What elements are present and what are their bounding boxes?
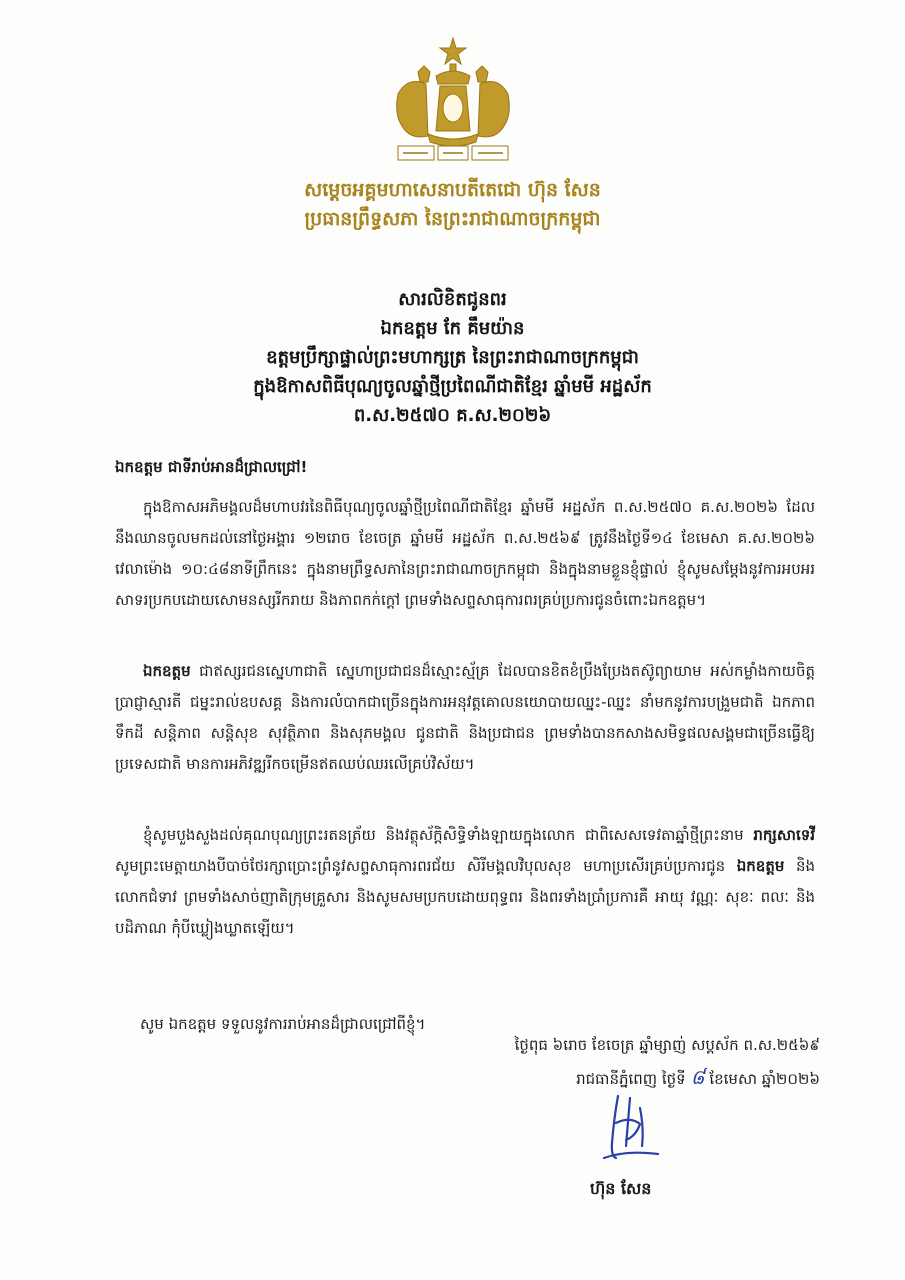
paragraph-3 [115,820,815,944]
occasion-line: ក្នុងឱកាសពិធីបុណ្យចូលឆ្នាំថ្មីប្រពៃណីជាតិខ្មែរ ឆ្នាំមមី អដ្ឋស័ក [253,376,652,397]
closing-line: សូម ឯកឧត្តម ទទួលនូវការរាប់អានដ៏ជ្រាលជ្រៅពីខ្ញុំ។ [140,1015,426,1033]
paragraph-3-part-a: ខ្ញុំសូមបួងសួងដល់គុណបុណ្យព្រះរតនត្រ័យ និងវត្ថុស័ក្តិសិទ្ធិទាំងឡាយក្នុងលោក ជាពិសេសទេវតាឆ្នាំថ្មីព្រះនាម [143,826,754,844]
year-line: ព.ស.២៥៧០ គ.ស.២០២៦ [353,405,552,426]
royal-coat-of-arms-icon [388,36,518,168]
paragraph-2 [115,656,815,780]
paragraph-3-goddess: រាក្សសាទេវី [753,826,815,844]
paragraph-2-text: ជាឥស្សរជនស្នេហាជាតិ ស្នេហាប្រជាជនដ៏ស្មោះស្ម័គ្រ ដែលបានខិតខំប្រឹងប្រែងតស៊ូព្យាយាម អស់កម្លាំងកាយចិត្ត ប្រាជ្ញាស្មារតី ជម្នះរាល់ឧបសគ្គ និងការលំបាកជាច្រើនក្នុងការអនុវត្តគោលនយោបាយឈ្នះ-ឈ្នះ នាំមកនូវការបង្រួមជាតិ ឯកភាពទឹកដី សន្តិភាព សន្តិសុខ សុវត្ថិភាព និងសុភមង្គល ជូនជាតិ និងប្រជាជន ព្រមទាំងបានកសាងសមិទ្ធផលសង្គមជាច្រើនធ្វើឱ្យប្រទេសជាតិ មានការអភិវឌ្ឍរីកចម្រើនឥតឈប់ឈរលើគ្រប់វិស័យ។ [115,662,815,773]
place-date-suffix: ខែមេសា ឆ្នាំ២០២៦ [709,1070,820,1088]
letter-title: សារលិខិតជូនពរ [398,289,507,310]
place-date-prefix: រាជធានីភ្នំពេញ ថ្ងៃទី [576,1070,686,1088]
recipient-name: ឯកឧត្តម កែ គឹមយ៉ាន [380,318,525,339]
salutation: ឯកឧត្តម ជាទីរាប់អានដ៏ជ្រាលជ្រៅ! [115,458,308,476]
handwritten-signature-icon [596,1088,666,1168]
signer-name: ហ៊ុន សែន [590,1179,652,1198]
header-position: ប្រធានព្រឹទ្ធសភា នៃព្រះរាជាណាចក្រកម្ពុជា [304,208,601,230]
paragraph-2-lead: ឯកឧត្តម [143,662,191,680]
paragraph-1: ក្នុងឱកាសអភិមង្គលដ៏មហាបវរនៃពិធីបុណ្យចូលឆ្នាំថ្មីប្រពៃណីជាតិខ្មែរ ឆ្នាំមមី អដ្ឋស័ក ព.ស.២៥៧០ គ.ស.២០២៦ ដែលនឹងឈានចូលមកដល់នៅថ្ងៃអង្គារ ១២រោច ខែចេត្រ ឆ្នាំមមី អដ្ឋស័ក ព.ស.២៥៦៩ ត្រូវនឹងថ្ងៃទី១៤ ខែមេសា គ.ស.២០២៦ វេលាម៉ោង ១០:៤៨នាទីព្រឹកនេះ ក្នុងនាមព្រឹទ្ធសភានៃព្រះរាជាណាចក្រកម្ពុជា និងក្នុងនាមខ្លួនខ្ញុំផ្ទាល់ ខ្ញុំសូមសម្ដែងនូវការអបអរសាទរប្រកបដោយសោមនស្សរីករាយ និងភាពកក់ក្ដៅ ព្រមទាំងសព្ទសាធុការពរគ្រប់ប្រការជូនចំពោះឯកឧត្តម។ [115,498,815,609]
lunar-date: ថ្ងៃពុធ ៦រោច ខែចេត្រ ឆ្នាំម្សាញ់ សប្តស័ក ព.ស.២៥៦៩ [514,1036,820,1054]
header-name: សម្ដេចអគ្គមហាសេនាបតីតេជោ ហ៊ុន សែន [304,179,601,201]
paragraph-3-part-c: និងលោកជំទាវ ព្រមទាំងសាច់ញាតិក្រុមគ្រួសារ និងសូមសមប្រកបដោយពុទ្ធពរ និងពរទាំងប្រាំប្រការគឺ អាយុ វណ្ណៈ សុខៈ ពលៈ និងបដិភាណ កុំបីឃ្លៀងឃ្លាតឡើយ។ [115,857,815,937]
paragraph-3-part-b: សូមព្រះមេត្តាយាងបីបាច់ថែរក្សាប្រោះព្រំនូវសព្ទសាធុការពរជ័យ សិរីមង្គលវិបុលសុខ មហាប្រសើរគ្រប់ប្រការជូន [115,857,737,875]
handwritten-day: ៨ [690,1065,705,1089]
recipient-position: ឧត្តមប្រឹក្សាផ្ទាល់ព្រះមហាក្សត្រ នៃព្រះរាជាណាចក្រកម្ពុជា [266,347,639,368]
paragraph-3-title: ឯកឧត្តម [736,857,785,875]
